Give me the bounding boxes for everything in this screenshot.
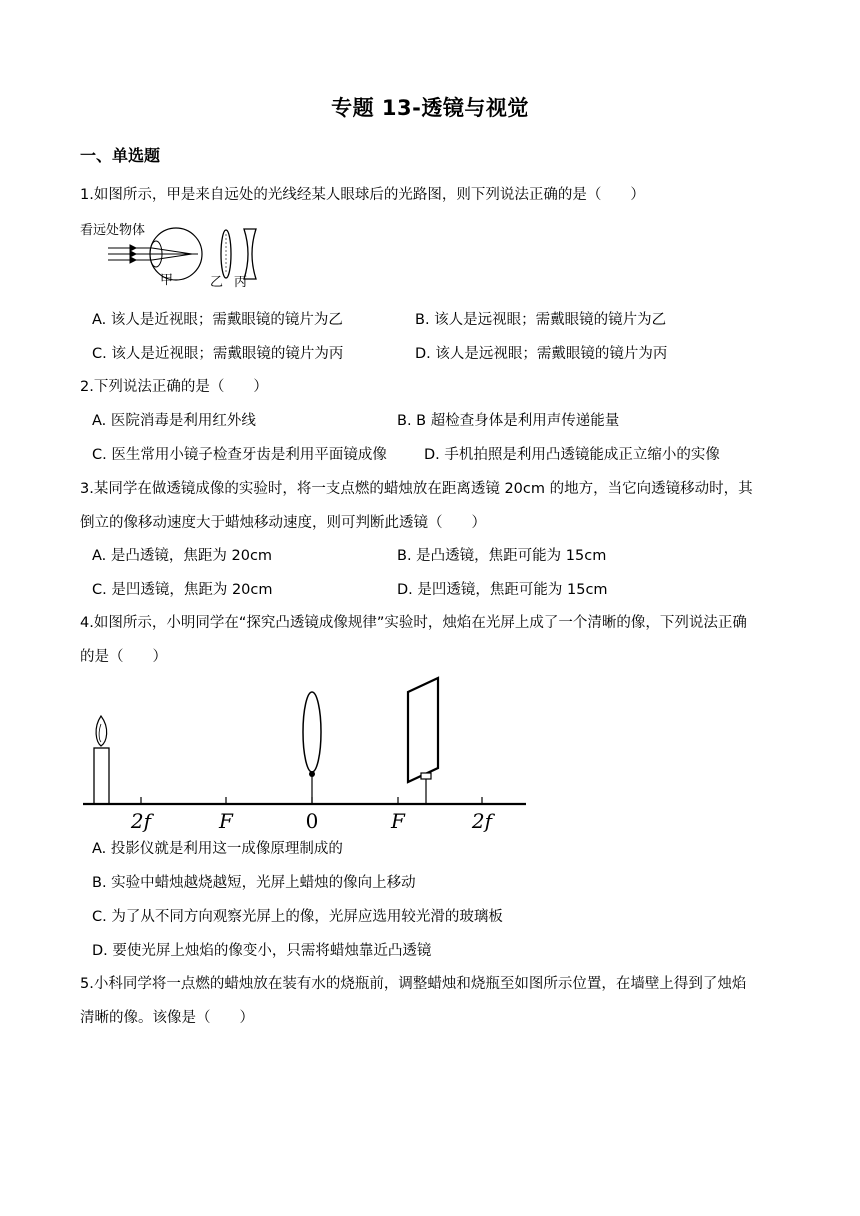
q3-option-b: B. 是凸透镜，焦距可能为 15cm	[397, 548, 607, 564]
page-title: 专题 13-透镜与视觉	[331, 96, 529, 120]
q3-option-a: A. 是凸透镜，焦距为 20cm	[92, 548, 273, 564]
q1-option-a: A. 该人是近视眼；需戴眼镜的镜片为乙	[92, 312, 343, 328]
q2-option-d: D. 手机拍照是利用凸透镜能成正立缩小的实像	[424, 447, 720, 463]
question-4-stem-line-1: 4.如图所示，小明同学在“探究凸透镜成像规律”实验时，烛焰在光屏上成了一个清晰的像，下列说法正确	[80, 615, 747, 631]
q2-option-b: B. B 超检查身体是利用声传递能量	[397, 413, 620, 429]
q1-option-b: B. 该人是远视眼；需戴眼镜的镜片为乙	[415, 312, 667, 328]
concave-lens-shape	[244, 229, 256, 279]
q4-option-b: B. 实验中蜡烛越烧越短，光屏上蜡烛的像向上移动	[92, 875, 416, 891]
q1-option-c: C. 该人是近视眼；需戴眼镜的镜片为丙	[92, 346, 344, 362]
convex-lens-shape	[303, 692, 321, 804]
light-screen-shape	[408, 678, 438, 804]
q2-option-a: A. 医院消毒是利用红外线	[92, 413, 256, 429]
label-bing: 丙	[234, 275, 248, 288]
q1-option-d: D. 该人是远视眼；需戴眼镜的镜片为丙	[415, 346, 668, 362]
question-5-stem-line-1: 5.小科同学将一点燃的蜡烛放在装有水的烧瓶前，调整蜡烛和烧瓶至如图所示位置，在墙壁上得到了烛焰	[80, 976, 747, 992]
light-rays	[108, 245, 198, 263]
eye-lens-figure	[80, 214, 280, 288]
q3-option-c: C. 是凹透镜，焦距为 20cm	[92, 582, 273, 598]
tick-label-origin: 0	[305, 809, 319, 832]
section-heading: 一、单选题	[80, 146, 161, 165]
q4-option-a: A. 投影仪就是利用这一成像原理制成的	[92, 841, 343, 857]
q4-option-d: D. 要使光屏上烛焰的像变小，只需将蜡烛靠近凸透镜	[92, 943, 432, 959]
tick-label-f-left: F	[219, 809, 233, 832]
question-2-stem: 2.下列说法正确的是（ ）	[80, 379, 268, 395]
q3-option-d: D. 是凹透镜，焦距可能为 15cm	[397, 582, 608, 598]
question-3-stem-line-1: 3.某同学在做透镜成像的实验时，将一支点燃的蜡烛放在距离透镜 20cm 的地方，当它向透镜移动时，其	[80, 481, 753, 497]
question-3-stem-line-2: 倒立的像移动速度大于蜡烛移动速度，则可判断此透镜（ ）	[80, 515, 486, 531]
figure-caption: 看远处物体	[80, 223, 146, 238]
tick-label-2f-right: 2f	[471, 809, 493, 832]
label-jia: 甲	[160, 273, 174, 288]
q2-option-c: C. 医生常用小镜子检查牙齿是利用平面镜成像	[92, 447, 387, 463]
candle-shape	[94, 716, 109, 804]
tick-label-2f-left: 2f	[130, 809, 152, 832]
optical-bench-figure	[80, 672, 530, 832]
question-5-stem-line-2: 清晰的像。该像是（ ）	[80, 1010, 254, 1026]
question-1-stem: 1.如图所示，甲是来自远处的光线经某人眼球后的光路图，则下列说法正确的是（ ）	[80, 187, 645, 203]
tick-label-f-right: F	[391, 809, 405, 832]
label-yi: 乙	[210, 275, 224, 288]
question-4-stem-line-2: 的是（ ）	[80, 649, 167, 665]
q4-option-c: C. 为了从不同方向观察光屏上的像，光屏应选用较光滑的玻璃板	[92, 909, 503, 925]
